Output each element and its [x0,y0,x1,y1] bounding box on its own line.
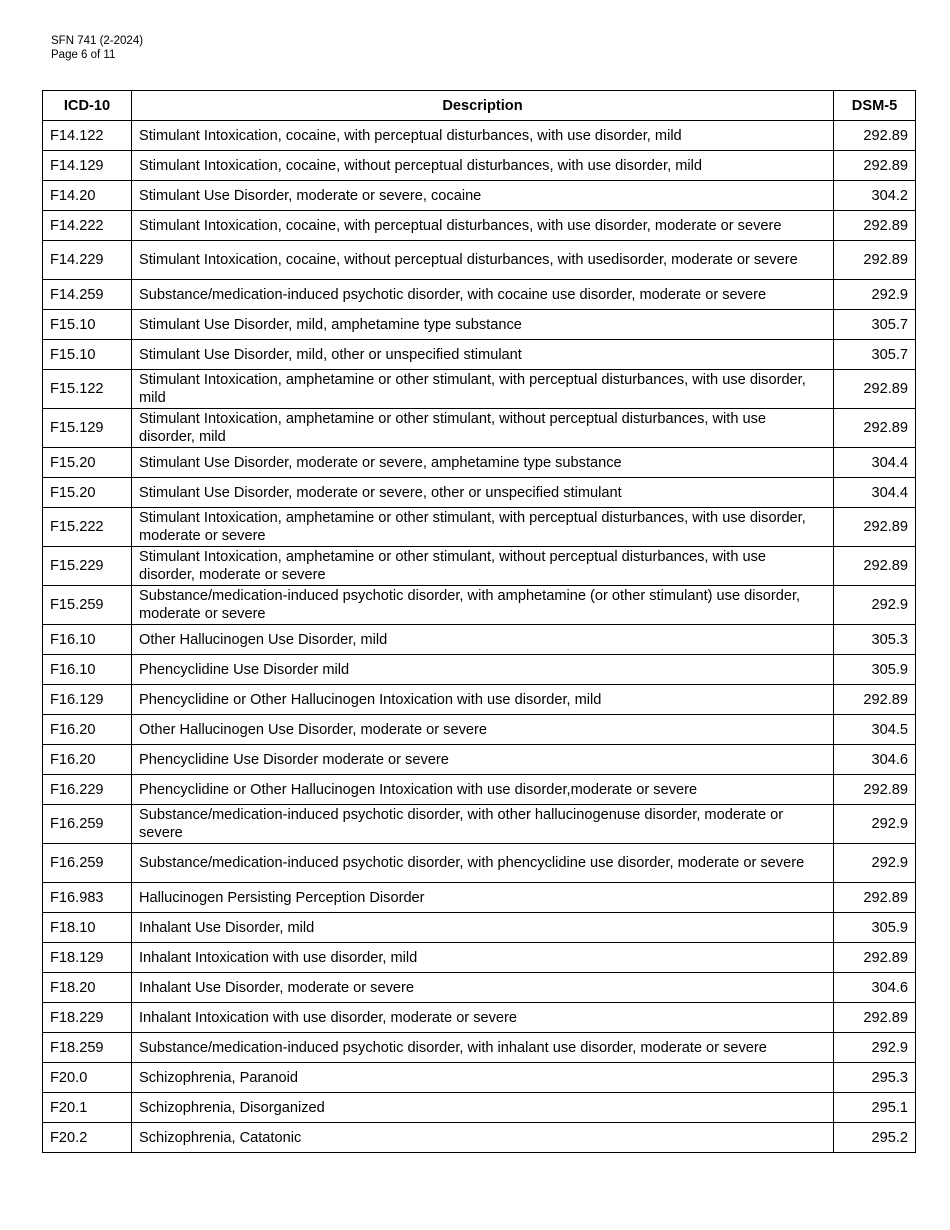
dsm5-code-cell: 304.4 [834,448,916,478]
table-row [43,508,916,547]
icd10-code-cell: F16.20 [43,715,132,745]
dsm5-code-cell: 292.9 [834,844,916,883]
form-number: SFN 741 (2-2024) [51,35,144,47]
icd10-code-cell: F15.229 [43,547,132,586]
table-row [43,844,916,883]
table-row [43,1063,916,1093]
description-cell: Stimulant Use Disorder, moderate or severe, cocaine [132,181,834,211]
icd10-code-cell: F14.129 [43,151,132,181]
dsm5-code-cell: 295.1 [834,1093,916,1123]
icd10-code-cell: F16.983 [43,883,132,913]
icd10-code-cell: F18.10 [43,913,132,943]
dsm5-code-cell: 292.9 [834,586,916,625]
icd10-code-cell: F16.259 [43,844,132,883]
description-cell: Stimulant Use Disorder, moderate or severe, other or unspecified stimulant [132,478,834,508]
description-cell: Phencyclidine Use Disorder mild [132,655,834,685]
table-row [43,1093,916,1123]
icd10-code-cell: F18.20 [43,973,132,1003]
table-row [43,211,916,241]
dsm5-code-cell: 295.2 [834,1123,916,1153]
table-row [43,121,916,151]
dsm5-code-cell: 292.89 [834,409,916,448]
dsm5-code-cell: 305.3 [834,625,916,655]
table-row [43,1003,916,1033]
description-cell: Schizophrenia, Disorganized [132,1093,834,1123]
icd10-code-cell: F14.222 [43,211,132,241]
table-row [43,805,916,844]
description-cell: Stimulant Intoxication, cocaine, with perceptual disturbances, with use disorder, mild [132,121,834,151]
dsm5-code-cell: 292.9 [834,805,916,844]
table-row [43,655,916,685]
table-row [43,775,916,805]
icd10-code-cell: F18.259 [43,1033,132,1063]
icd10-code-cell: F14.20 [43,181,132,211]
description-cell: Schizophrenia, Catatonic [132,1123,834,1153]
description-cell: Substance/medication-induced psychotic disorder, with cocaine use disorder, moderate or severe [132,280,834,310]
icd10-code-cell: F18.229 [43,1003,132,1033]
table-row [43,280,916,310]
description-cell: Stimulant Use Disorder, mild, amphetamine type substance [132,310,834,340]
description-cell: Phencyclidine or Other Hallucinogen Intoxication with use disorder,moderate or severe [132,775,834,805]
table-row [43,883,916,913]
description-cell: Inhalant Use Disorder, moderate or severe [132,973,834,1003]
dsm5-code-cell: 305.9 [834,913,916,943]
dsm5-code-cell: 292.89 [834,508,916,547]
description-cell: Other Hallucinogen Use Disorder, mild [132,625,834,655]
description-cell: Phencyclidine Use Disorder moderate or severe [132,745,834,775]
table-row [43,913,916,943]
icd10-code-cell: F15.259 [43,586,132,625]
description-cell: Schizophrenia, Paranoid [132,1063,834,1093]
icd10-code-cell: F15.222 [43,508,132,547]
description-cell: Substance/medication-induced psychotic disorder, with inhalant use disorder, moderate or severe [132,1033,834,1063]
icd10-code-cell: F14.229 [43,241,132,280]
table-row [43,151,916,181]
icd10-code-cell: F20.0 [43,1063,132,1093]
dsm5-code-cell: 295.3 [834,1063,916,1093]
description-cell: Stimulant Intoxication, amphetamine or other stimulant, with perceptual disturbances, with use disorder, mild [132,370,834,409]
dsm5-code-cell: 304.4 [834,478,916,508]
icd10-code-cell: F16.259 [43,805,132,844]
dsm5-code-cell: 292.89 [834,547,916,586]
icd10-code-cell: F16.229 [43,775,132,805]
table-row [43,685,916,715]
table-row [43,547,916,586]
diagnosis-code-table [42,90,916,1153]
dsm5-code-cell: 292.89 [834,241,916,280]
dsm5-code-cell: 304.2 [834,181,916,211]
icd10-code-cell: F15.10 [43,340,132,370]
dsm5-code-cell: 292.89 [834,1003,916,1033]
description-cell: Inhalant Intoxication with use disorder, moderate or severe [132,1003,834,1033]
icd10-code-cell: F15.20 [43,448,132,478]
description-cell: Substance/medication-induced psychotic disorder, with other hallucinogenuse disorder, moderate or severe [132,805,834,844]
description-cell: Phencyclidine or Other Hallucinogen Intoxication with use disorder, mild [132,685,834,715]
icd10-code-cell: F15.20 [43,478,132,508]
icd10-code-cell: F14.122 [43,121,132,151]
dsm5-code-cell: 305.7 [834,310,916,340]
table-row [43,973,916,1003]
icd10-code-cell: F14.259 [43,280,132,310]
description-cell: Stimulant Intoxication, amphetamine or other stimulant, with perceptual disturbances, with use disorder, moderate or severe [132,508,834,547]
dsm5-code-cell: 292.89 [834,121,916,151]
dsm5-code-cell: 292.9 [834,1033,916,1063]
column-header-dsm5: DSM-5 [834,91,916,121]
icd10-code-cell: F16.10 [43,655,132,685]
icd10-code-cell: F15.122 [43,370,132,409]
table-row [43,310,916,340]
description-cell: Substance/medication-induced psychotic disorder, with phencyclidine use disorder, moderate or severe [132,844,834,883]
table-row [43,370,916,409]
table-row [43,409,916,448]
icd10-code-cell: F20.2 [43,1123,132,1153]
description-cell: Stimulant Use Disorder, mild, other or unspecified stimulant [132,340,834,370]
column-header-description: Description [132,91,834,121]
description-cell: Substance/medication-induced psychotic disorder, with amphetamine (or other stimulant) use disorder, moderate or severe [132,586,834,625]
table-row [43,478,916,508]
icd10-code-cell: F18.129 [43,943,132,973]
dsm5-code-cell: 292.89 [834,370,916,409]
table-row [43,715,916,745]
table-row [43,745,916,775]
dsm5-code-cell: 292.9 [834,280,916,310]
dsm5-code-cell: 292.89 [834,685,916,715]
column-header-icd10: ICD-10 [43,91,132,121]
table-row [43,241,916,280]
form-header [51,35,143,62]
description-cell: Other Hallucinogen Use Disorder, moderate or severe [132,715,834,745]
dsm5-code-cell: 292.89 [834,775,916,805]
description-cell: Stimulant Intoxication, cocaine, with perceptual disturbances, with use disorder, moderate or severe [132,211,834,241]
dsm5-code-cell: 292.89 [834,943,916,973]
table-row [43,943,916,973]
dsm5-code-cell: 305.9 [834,655,916,685]
dsm5-code-cell: 304.6 [834,745,916,775]
table-row [43,1123,916,1153]
dsm5-code-cell: 292.89 [834,211,916,241]
table-header-row [43,91,916,121]
description-cell: Inhalant Use Disorder, mild [132,913,834,943]
dsm5-code-cell: 304.5 [834,715,916,745]
table-row [43,340,916,370]
table-row [43,586,916,625]
icd10-code-cell: F16.129 [43,685,132,715]
description-cell: Stimulant Intoxication, cocaine, without perceptual disturbances, with use disorder, mild [132,151,834,181]
icd10-code-cell: F15.129 [43,409,132,448]
description-cell: Stimulant Use Disorder, moderate or severe, amphetamine type substance [132,448,834,478]
dsm5-code-cell: 304.6 [834,973,916,1003]
table-row [43,1033,916,1063]
dsm5-code-cell: 305.7 [834,340,916,370]
table-row [43,625,916,655]
icd10-code-cell: F16.10 [43,625,132,655]
icd10-code-cell: F16.20 [43,745,132,775]
page-number: Page 6 of 11 [51,48,116,61]
description-cell: Stimulant Intoxication, amphetamine or other stimulant, without perceptual disturbances, with use disorder, moderate or severe [132,547,834,586]
description-cell: Stimulant Intoxication, cocaine, without perceptual disturbances, with usedisorder, moderate or severe [132,241,834,280]
description-cell: Hallucinogen Persisting Perception Disorder [132,883,834,913]
table-row [43,448,916,478]
table-body [43,121,916,1153]
table-row [43,181,916,211]
dsm5-code-cell: 292.89 [834,151,916,181]
icd10-code-cell: F15.10 [43,310,132,340]
description-cell: Inhalant Intoxication with use disorder, mild [132,943,834,973]
dsm5-code-cell: 292.89 [834,883,916,913]
description-cell: Stimulant Intoxication, amphetamine or other stimulant, without perceptual disturbances, with use disorder, mild [132,409,834,448]
icd10-code-cell: F20.1 [43,1093,132,1123]
